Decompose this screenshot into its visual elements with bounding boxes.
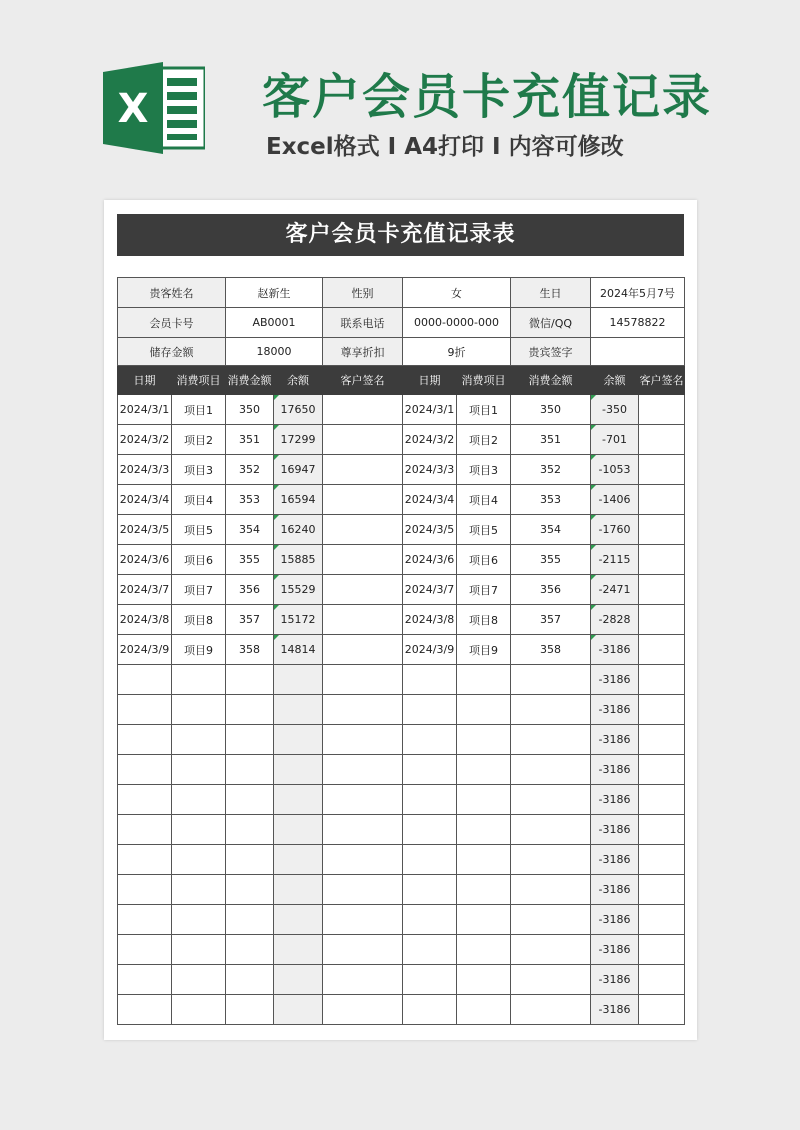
table-cell[interactable] [403, 875, 457, 905]
table-cell[interactable]: 2024/3/3 [403, 455, 457, 485]
table-cell[interactable]: 2024/3/5 [403, 515, 457, 545]
table-cell[interactable] [323, 845, 403, 875]
table-cell[interactable] [274, 695, 323, 725]
table-cell[interactable]: 项目9 [172, 635, 226, 665]
table-cell[interactable]: 项目5 [172, 515, 226, 545]
table-cell[interactable] [118, 785, 172, 815]
table-cell[interactable] [511, 995, 591, 1025]
table-row [118, 785, 685, 815]
table-cell[interactable]: 2024/3/4 [118, 485, 172, 515]
table-cell[interactable] [323, 575, 403, 605]
table-cell[interactable]: -2471 [591, 575, 639, 605]
table-cell[interactable] [118, 815, 172, 845]
table-cell[interactable] [639, 455, 685, 485]
record-sheet [104, 200, 697, 1040]
column-header: 消费金额 [226, 366, 274, 395]
wechat-value[interactable]: 14578822 [591, 308, 685, 338]
table-cell[interactable] [172, 695, 226, 725]
table-row [118, 545, 685, 575]
table-cell[interactable]: 357 [226, 605, 274, 635]
table-cell[interactable]: 项目3 [172, 455, 226, 485]
table-cell[interactable] [511, 815, 591, 845]
table-cell[interactable] [323, 725, 403, 755]
table-cell[interactable]: 2024/3/6 [118, 545, 172, 575]
info-row-1 [118, 278, 685, 308]
table-cell[interactable]: 项目6 [172, 545, 226, 575]
table-cell[interactable] [639, 995, 685, 1025]
column-header: 日期 [118, 366, 172, 395]
table-cell[interactable] [639, 635, 685, 665]
birthday-value[interactable]: 2024年5月7号 [591, 278, 685, 308]
table-cell[interactable]: -3186 [591, 665, 639, 695]
column-header-row [118, 366, 685, 395]
table-cell[interactable]: -3186 [591, 725, 639, 755]
table-cell[interactable] [323, 665, 403, 695]
table-cell[interactable] [274, 995, 323, 1025]
table-cell[interactable] [457, 725, 511, 755]
table-cell[interactable] [172, 995, 226, 1025]
table-cell[interactable] [274, 935, 323, 965]
table-row [118, 725, 685, 755]
table-row [118, 935, 685, 965]
table-cell[interactable]: 项目8 [457, 605, 511, 635]
page-subtitle: Excel格式 I A4打印 I 内容可修改 [266, 134, 624, 160]
table-cell[interactable]: 项目7 [457, 575, 511, 605]
table-cell[interactable] [226, 905, 274, 935]
table-cell[interactable] [511, 785, 591, 815]
table-cell[interactable] [639, 845, 685, 875]
column-header: 客户签名 [323, 366, 403, 395]
column-header: 余额 [591, 366, 639, 395]
table-cell[interactable] [403, 755, 457, 785]
table-cell[interactable] [226, 785, 274, 815]
table-cell[interactable]: 2024/3/3 [118, 455, 172, 485]
excel-icon [103, 62, 205, 154]
table-row [118, 875, 685, 905]
table-cell[interactable]: 353 [226, 485, 274, 515]
table-cell[interactable] [118, 935, 172, 965]
table-cell[interactable] [457, 695, 511, 725]
table-cell[interactable]: -3186 [591, 905, 639, 935]
table-cell[interactable] [511, 935, 591, 965]
table-cell[interactable] [226, 845, 274, 875]
table-cell[interactable]: 2024/3/7 [118, 575, 172, 605]
table-cell[interactable]: 项目4 [172, 485, 226, 515]
table-cell[interactable] [639, 935, 685, 965]
table-cell[interactable] [403, 785, 457, 815]
table-cell[interactable] [639, 665, 685, 695]
signature-label: 贵宾签字 [511, 338, 591, 366]
table-cell[interactable]: 2024/3/2 [403, 425, 457, 455]
table-cell[interactable]: -350 [591, 395, 639, 425]
table-cell[interactable]: -3186 [591, 695, 639, 725]
table-cell[interactable] [403, 665, 457, 695]
table-row [118, 665, 685, 695]
table-cell[interactable]: 项目3 [457, 455, 511, 485]
table-cell[interactable]: -701 [591, 425, 639, 455]
table-cell[interactable] [226, 695, 274, 725]
table-cell[interactable]: 354 [226, 515, 274, 545]
table-cell[interactable]: 2024/3/2 [118, 425, 172, 455]
table-cell[interactable]: 17650 [274, 395, 323, 425]
table-cell[interactable] [323, 785, 403, 815]
table-cell[interactable]: 项目8 [172, 605, 226, 635]
table-cell[interactable] [639, 905, 685, 935]
table-cell[interactable]: 356 [511, 575, 591, 605]
table-cell[interactable]: 项目2 [172, 425, 226, 455]
table-cell[interactable] [403, 725, 457, 755]
table-cell[interactable] [511, 725, 591, 755]
table-cell[interactable] [639, 965, 685, 995]
signature-value[interactable] [591, 338, 685, 366]
table-cell[interactable] [172, 785, 226, 815]
table-cell[interactable] [274, 785, 323, 815]
table-cell[interactable] [118, 725, 172, 755]
table-cell[interactable]: -3186 [591, 755, 639, 785]
table-cell[interactable]: 355 [511, 545, 591, 575]
table-cell[interactable] [323, 695, 403, 725]
table-cell[interactable] [172, 845, 226, 875]
table-row [118, 965, 685, 995]
table-cell[interactable] [226, 725, 274, 755]
table-cell[interactable]: 17299 [274, 425, 323, 455]
table-cell[interactable] [403, 845, 457, 875]
table-cell[interactable] [457, 845, 511, 875]
table-cell[interactable]: 2024/3/9 [118, 635, 172, 665]
table-cell[interactable]: 项目4 [457, 485, 511, 515]
table-cell[interactable] [118, 995, 172, 1025]
table-row [118, 845, 685, 875]
table-cell[interactable] [323, 425, 403, 455]
table-cell[interactable] [457, 785, 511, 815]
table-cell[interactable] [457, 875, 511, 905]
table-cell[interactable] [403, 935, 457, 965]
table-cell[interactable] [323, 875, 403, 905]
table-cell[interactable] [511, 665, 591, 695]
card-label: 会员卡号 [118, 308, 226, 338]
deposit-value[interactable]: 18000 [226, 338, 323, 366]
table-cell[interactable]: -3186 [591, 875, 639, 905]
column-header: 日期 [403, 366, 457, 395]
table-cell[interactable] [118, 875, 172, 905]
table-cell[interactable] [639, 605, 685, 635]
table-row [118, 635, 685, 665]
table-cell[interactable] [274, 815, 323, 845]
table-cell[interactable]: -1053 [591, 455, 639, 485]
column-header: 余额 [274, 366, 323, 395]
discount-value[interactable]: 9折 [403, 338, 511, 366]
table-cell[interactable]: 351 [226, 425, 274, 455]
table-cell[interactable]: 2024/3/1 [403, 395, 457, 425]
table-cell[interactable]: 项目1 [172, 395, 226, 425]
table-cell[interactable] [118, 965, 172, 995]
table-cell[interactable] [639, 785, 685, 815]
table-cell[interactable] [639, 695, 685, 725]
table-cell[interactable] [323, 515, 403, 545]
wechat-label: 微信/QQ [511, 308, 591, 338]
table-cell[interactable] [511, 965, 591, 995]
table-cell[interactable]: -1406 [591, 485, 639, 515]
table-cell[interactable]: 352 [226, 455, 274, 485]
table-cell[interactable] [457, 995, 511, 1025]
table-cell[interactable] [274, 905, 323, 935]
discount-label: 尊享折扣 [323, 338, 403, 366]
column-header: 消费项目 [457, 366, 511, 395]
table-cell[interactable]: 2024/3/7 [403, 575, 457, 605]
table-cell[interactable] [511, 905, 591, 935]
table-cell[interactable]: 356 [226, 575, 274, 605]
table-cell[interactable] [226, 755, 274, 785]
table-cell[interactable]: 350 [511, 395, 591, 425]
table-cell[interactable]: 2024/3/8 [403, 605, 457, 635]
table-row [118, 575, 685, 605]
table-cell[interactable] [274, 725, 323, 755]
table-cell[interactable] [118, 695, 172, 725]
table-cell[interactable]: 352 [511, 455, 591, 485]
table-cell[interactable] [639, 395, 685, 425]
table-row [118, 455, 685, 485]
table-cell[interactable] [226, 815, 274, 845]
table-row [118, 515, 685, 545]
table-row [118, 425, 685, 455]
table-cell[interactable]: 351 [511, 425, 591, 455]
table-cell[interactable]: 项目1 [457, 395, 511, 425]
table-cell[interactable] [323, 905, 403, 935]
table-cell[interactable] [172, 905, 226, 935]
table-cell[interactable] [639, 815, 685, 845]
table-row [118, 905, 685, 935]
table-cell[interactable] [323, 485, 403, 515]
table-cell[interactable] [274, 965, 323, 995]
column-header: 消费项目 [172, 366, 226, 395]
table-cell[interactable] [639, 755, 685, 785]
table-cell[interactable]: 2024/3/9 [403, 635, 457, 665]
table-cell[interactable]: 358 [226, 635, 274, 665]
table-cell[interactable]: -3186 [591, 785, 639, 815]
table-cell[interactable] [323, 455, 403, 485]
table-cell[interactable] [274, 665, 323, 695]
table-cell[interactable]: 16240 [274, 515, 323, 545]
table-cell[interactable]: 2024/3/1 [118, 395, 172, 425]
table-row [118, 815, 685, 845]
table-cell[interactable] [639, 485, 685, 515]
table-cell[interactable]: 2024/3/6 [403, 545, 457, 575]
table-cell[interactable] [323, 395, 403, 425]
table-cell[interactable] [457, 755, 511, 785]
table-cell[interactable] [639, 575, 685, 605]
table-cell[interactable]: 358 [511, 635, 591, 665]
card-value[interactable]: AB0001 [226, 308, 323, 338]
name-value[interactable]: 赵新生 [226, 278, 323, 308]
table-cell[interactable]: 16947 [274, 455, 323, 485]
logo-letter: X [117, 86, 149, 132]
table-cell[interactable] [323, 815, 403, 845]
table-cell[interactable] [323, 965, 403, 995]
table-row [118, 605, 685, 635]
name-label: 贵客姓名 [118, 278, 226, 308]
table-cell[interactable] [639, 545, 685, 575]
table-cell[interactable] [172, 725, 226, 755]
table-cell[interactable]: -2828 [591, 605, 639, 635]
table-cell[interactable]: 15529 [274, 575, 323, 605]
table-cell[interactable]: 2024/3/4 [403, 485, 457, 515]
table-cell[interactable]: 353 [511, 485, 591, 515]
table-row [118, 485, 685, 515]
table-cell[interactable] [323, 935, 403, 965]
table-cell[interactable] [226, 875, 274, 905]
table-cell[interactable] [639, 725, 685, 755]
table-cell[interactable] [403, 695, 457, 725]
table-cell[interactable]: 16594 [274, 485, 323, 515]
table-cell[interactable] [226, 665, 274, 695]
table-cell[interactable] [403, 995, 457, 1025]
table-cell[interactable]: -3186 [591, 635, 639, 665]
table-cell[interactable]: 项目5 [457, 515, 511, 545]
table-cell[interactable] [226, 965, 274, 995]
info-row-3 [118, 338, 685, 366]
table-cell[interactable]: 项目2 [457, 425, 511, 455]
page-title: 客户会员卡充值记录 [262, 69, 713, 125]
table-row [118, 995, 685, 1025]
table-cell[interactable] [118, 755, 172, 785]
table-cell[interactable]: -3186 [591, 935, 639, 965]
table-cell[interactable] [118, 665, 172, 695]
table-cell[interactable] [457, 905, 511, 935]
table-cell[interactable] [511, 695, 591, 725]
table-row [118, 395, 685, 425]
table-cell[interactable]: 2024/3/8 [118, 605, 172, 635]
table-cell[interactable]: 2024/3/5 [118, 515, 172, 545]
table-cell[interactable]: -3186 [591, 815, 639, 845]
column-header: 消费金额 [511, 366, 591, 395]
table-cell[interactable] [172, 665, 226, 695]
sheet-title: 客户会员卡充值记录表 [117, 214, 684, 256]
table-cell[interactable] [403, 815, 457, 845]
table-cell[interactable] [118, 845, 172, 875]
table-cell[interactable] [323, 635, 403, 665]
table-cell[interactable] [457, 815, 511, 845]
table-cell[interactable] [457, 665, 511, 695]
table-cell[interactable] [323, 995, 403, 1025]
table-cell[interactable]: 355 [226, 545, 274, 575]
table-cell[interactable] [639, 425, 685, 455]
table-cell[interactable]: 项目6 [457, 545, 511, 575]
table-cell[interactable] [511, 875, 591, 905]
table-cell[interactable]: -3186 [591, 845, 639, 875]
table-cell[interactable] [172, 755, 226, 785]
table-cell[interactable] [118, 905, 172, 935]
table-cell[interactable]: 357 [511, 605, 591, 635]
table-cell[interactable] [323, 755, 403, 785]
table-cell[interactable] [226, 995, 274, 1025]
table-cell[interactable]: 15172 [274, 605, 323, 635]
table-cell[interactable]: 15885 [274, 545, 323, 575]
table-cell[interactable]: 350 [226, 395, 274, 425]
table-cell[interactable] [639, 515, 685, 545]
gender-value[interactable]: 女 [403, 278, 511, 308]
table-cell[interactable]: -1760 [591, 515, 639, 545]
table-cell[interactable]: 354 [511, 515, 591, 545]
table-cell[interactable] [172, 965, 226, 995]
deposit-label: 储存金额 [118, 338, 226, 366]
table-cell[interactable]: 项目9 [457, 635, 511, 665]
table-cell[interactable] [274, 875, 323, 905]
phone-label: 联系电话 [323, 308, 403, 338]
phone-value[interactable]: 0000-0000-000 [403, 308, 511, 338]
gender-label: 性别 [323, 278, 403, 308]
table-cell[interactable]: -2115 [591, 545, 639, 575]
info-row-2 [118, 308, 685, 338]
table-cell[interactable] [172, 815, 226, 845]
table-cell[interactable]: 项目7 [172, 575, 226, 605]
table-cell[interactable] [457, 935, 511, 965]
table-cell[interactable]: -3186 [591, 965, 639, 995]
table-cell[interactable] [323, 605, 403, 635]
table-cell[interactable] [403, 965, 457, 995]
birthday-label: 生日 [511, 278, 591, 308]
table-cell[interactable] [403, 905, 457, 935]
table-cell[interactable] [511, 845, 591, 875]
table-cell[interactable] [172, 875, 226, 905]
table-row [118, 695, 685, 725]
table-row [118, 755, 685, 785]
table-cell[interactable]: -3186 [591, 995, 639, 1025]
column-header: 客户签名 [639, 366, 685, 395]
table-cell[interactable] [511, 755, 591, 785]
table-cell[interactable] [323, 545, 403, 575]
record-table [117, 277, 685, 1025]
table-cell[interactable] [226, 935, 274, 965]
table-cell[interactable] [639, 875, 685, 905]
table-cell[interactable] [172, 935, 226, 965]
table-cell[interactable]: 14814 [274, 635, 323, 665]
table-cell[interactable] [274, 755, 323, 785]
table-cell[interactable] [274, 845, 323, 875]
table-cell[interactable] [457, 965, 511, 995]
